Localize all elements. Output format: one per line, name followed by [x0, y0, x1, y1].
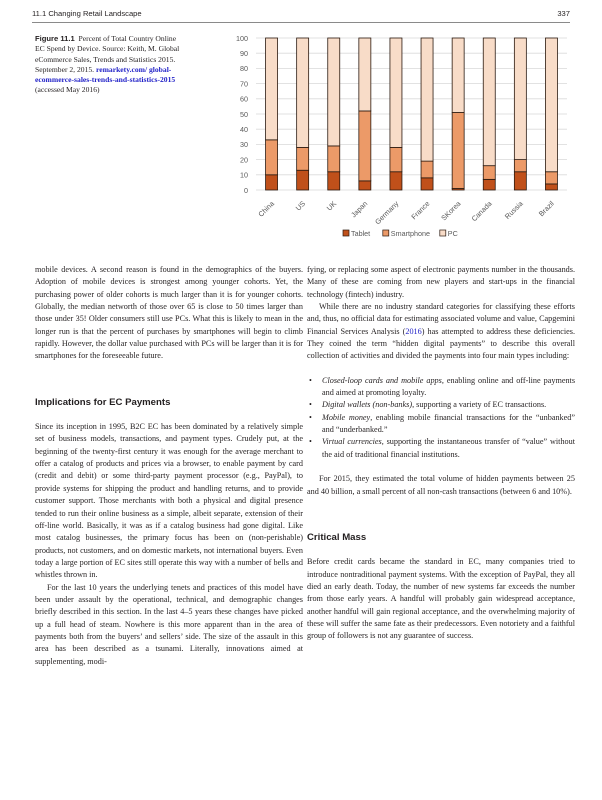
paragraph: fying, or replacing some aspect of electronic payments number in the thousands. Many of these are coming from new players and start-ups in the financial technology (fintech) industry. — [307, 265, 575, 299]
bar-smartphone-skorea — [452, 112, 464, 188]
y-tick-label: 20 — [240, 155, 248, 165]
bar-pc-russia — [514, 38, 526, 160]
bar-tablet-brazil — [545, 184, 557, 190]
bar-tablet-us — [297, 170, 309, 190]
bar-smartphone-russia — [514, 160, 526, 172]
bar-smartphone-canada — [483, 166, 495, 180]
caption-accessed: (accessed May 2016) — [35, 85, 100, 95]
y-tick-label: 0 — [244, 185, 248, 195]
bar-pc-japan — [359, 38, 371, 111]
y-tick-label: 30 — [240, 140, 248, 150]
x-tick-label: Germany — [373, 199, 401, 227]
bar-pc-us — [297, 38, 309, 147]
x-tick-label: Russia — [502, 199, 525, 221]
bar-smartphone-us — [297, 147, 309, 170]
x-tick-label: Brazil — [536, 199, 556, 219]
list-item: • Closed-loop cards and mobile apps, enabling online and off-line payments and aimed at promoting loyalty. — [322, 375, 575, 400]
y-tick-label: 10 — [240, 170, 248, 180]
citation-link[interactable]: 2016 — [405, 326, 422, 336]
x-tick-label: China — [256, 199, 276, 219]
caption-text: Percent of Total Country Online EC Spend by Device. Source: Keith, M. Global eCommerce Sales, Trends and Statistics 2015. September 2, 2015. — [35, 34, 180, 74]
bar-tablet-uk — [328, 172, 340, 190]
paragraph: For the last 10 years the underlying tenets and practices of this model have been under assault by the operational, technical, and demographic changes briefly described in this section. In the last 4–5 years these changes have picked up a full head of steam. Nowhere is this more apparent than in the area of payments both from the buyers’ and sellers’ side. The size of the assault in this area has been described as a tsunami. Literally, innovations aimed at supplementing, modi- — [35, 582, 303, 666]
x-tick-label: US — [293, 199, 308, 213]
paragraph: While there are no industry standard categories for classifying these efforts and, thus, no official data for estimating associated volume and value, Capgemini Financial Services Analysis (2016) has attempted to address these deficiencies. They coined the term “hidden digital payments” to describe this overall collection of activities and divided the payments into four main types including: — [307, 302, 575, 361]
figure-caption — [35, 34, 185, 96]
bar-smartphone-france — [421, 161, 433, 178]
stacked-bar-chart — [222, 30, 582, 252]
list-item: • Mobile money, enabling mobile financial transactions for the “unbanked” and “underbanked.” — [322, 412, 575, 437]
bar-smartphone-japan — [359, 111, 371, 181]
y-tick-label: 60 — [240, 94, 248, 104]
list-item: • Digital wallets (non-banks), supporting a variety of EC transactions. — [322, 399, 575, 411]
right-column — [307, 264, 575, 643]
paragraph: For 2015, they estimated the total volume of hidden payments between 25 and 40 billion, a small percent of all non-cash transactions (between 6 and 10%). — [307, 474, 575, 496]
page-number: 337 — [557, 9, 570, 18]
running-head — [32, 8, 570, 23]
bar-smartphone-germany — [390, 147, 402, 171]
y-tick-label: 100 — [236, 33, 248, 43]
legend-label: Smartphone — [390, 229, 430, 238]
legend-label: Tablet — [351, 229, 371, 238]
paragraph: Since its inception in 1995, B2C EC has been dominated by a relatively simple set of business models, transactions, and payment types. Crudely put, at the beginning of the twenty-first century it was enough for the average merchant to offer a catalog of products and prices via a browser, to enable payment by card (credit and debit) or some third-party payment processor (e.g., PayPal), to provide systems for shipping the product and handling returns, and to provide customer support. Those merchants with both a physical and digital presence tended to run their online business as a simple, albeit separate, extension of their off-line world. Basically, it was as if a catalog business had gone digital. Like most catalog businesses, the primary focus has been on (non-perishable) products, not customers, and on domestic markets, not international buyers. Even today a large portion of EC sites still operate this way with a number of bells and whistles thrown in. — [35, 422, 303, 580]
x-tick-label: Japan — [349, 199, 370, 220]
bar-smartphone-china — [266, 140, 278, 175]
y-tick-label: 70 — [240, 79, 248, 89]
y-tick-label: 50 — [240, 109, 248, 119]
bar-tablet-china — [266, 175, 278, 190]
x-tick-label: France — [409, 199, 432, 222]
left-column — [35, 264, 303, 668]
y-tick-label: 90 — [240, 49, 248, 58]
bar-pc-uk — [328, 38, 340, 146]
y-tick-label: 80 — [240, 64, 248, 74]
figure-label: Figure 11.1 — [35, 34, 75, 43]
section-heading: Critical Mass — [307, 531, 367, 543]
source-link[interactable]: remarkety.com/ global-ecommerce-sales-trends-and-statistics-2015 — [35, 64, 176, 85]
x-tick-label: SKorea — [439, 199, 463, 223]
bar-tablet-canada — [483, 179, 495, 190]
legend-swatch-smartphone — [383, 230, 389, 236]
legend-label: PC — [447, 229, 458, 238]
bar-pc-france — [421, 38, 433, 161]
y-tick-label: 40 — [240, 125, 248, 134]
bar-smartphone-brazil — [545, 172, 557, 184]
x-tick-label: UK — [324, 199, 339, 213]
paragraph: mobile devices. A second reason is found in the demographics of the buyers. Adoption of mobile devices is strongest among younger cohorts. Yet, the purchasing power of older cohorts is much larger than it is for younger cohorts. Globally, the median networth of those over 65 is close to 50 times larger than those under 35! Older consumers still use PCs. What this is likely to mean in the longer run is that the percent of purchases by smartphones will begin to climb rapidly. However, the dollar value purchased with PCs will be larger than it is for smartphones for the foreseeable future. — [35, 265, 303, 361]
bar-pc-china — [266, 38, 278, 140]
payment-types-list — [307, 375, 575, 461]
bar-pc-germany — [390, 38, 402, 147]
bar-tablet-france — [421, 178, 433, 190]
legend-swatch-pc — [440, 230, 446, 236]
bar-pc-skorea — [452, 38, 464, 112]
bar-tablet-germany — [390, 172, 402, 190]
x-tick-label: Canada — [469, 199, 494, 224]
bar-pc-canada — [483, 38, 495, 166]
paragraph: Before credit cards became the standard in EC, many companies tried to introduce nontraditional payment systems. With the exception of PayPal, they all died an early death. Today, the number of new systems far exceeds the number from those early years. A handful will probably gain widespread acceptance, another handful will gain regional acceptance, and the overwhelming majority of these will suffer the same fate as their predecessors. Even notoriety and a faithful group of followers is not any guarantee of success. — [307, 557, 575, 641]
section-title: 11.1 Changing Retail Landscape — [32, 9, 142, 18]
bar-tablet-japan — [359, 181, 371, 190]
bar-smartphone-uk — [328, 146, 340, 172]
bar-pc-brazil — [545, 38, 557, 172]
bar-tablet-russia — [514, 172, 526, 190]
legend-swatch-tablet — [343, 230, 349, 236]
section-heading: Implications for EC Payments — [35, 396, 171, 408]
list-item: • Virtual currencies, supporting the instantaneous transfer of “value” without the aid of traditional financial institutions. — [322, 436, 575, 461]
